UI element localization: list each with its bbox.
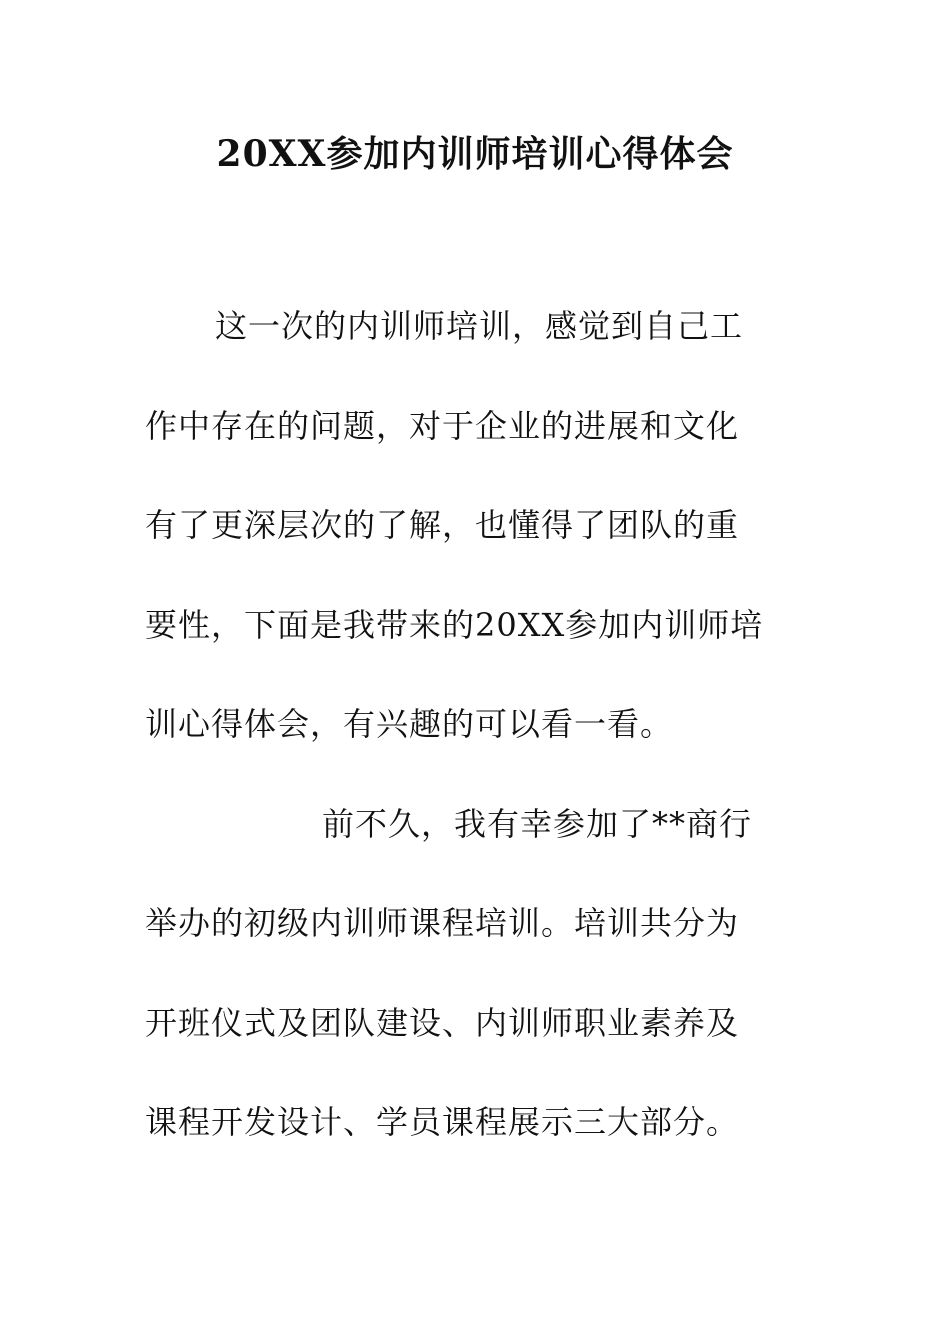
document-title: 20XX参加内训师培训心得体会 xyxy=(216,133,734,175)
paragraph-line: 有了更深层次的了解，也懂得了团队的重 xyxy=(145,506,740,544)
paragraph-line: 前不久，我有幸参加了**商行 xyxy=(322,805,753,843)
paragraph-line: 举办的初级内训师课程培训。培训共分为 xyxy=(145,904,740,942)
paragraph-line: 训心得体会，有兴趣的可以看一看。 xyxy=(145,705,674,743)
paragraph-line: 作中存在的问题，对于企业的进展和文化 xyxy=(145,407,740,445)
paragraph-line: 这一次的内训师培训，感觉到自己工 xyxy=(215,307,744,345)
paragraph-line: 开班仪式及团队建设、内训师职业素养及 xyxy=(145,1004,740,1042)
paragraph-line: 课程开发设计、学员课程展示三大部分。 xyxy=(145,1103,740,1141)
paragraph-line: 要性，下面是我带来的20XX参加内训师培 xyxy=(145,606,764,644)
